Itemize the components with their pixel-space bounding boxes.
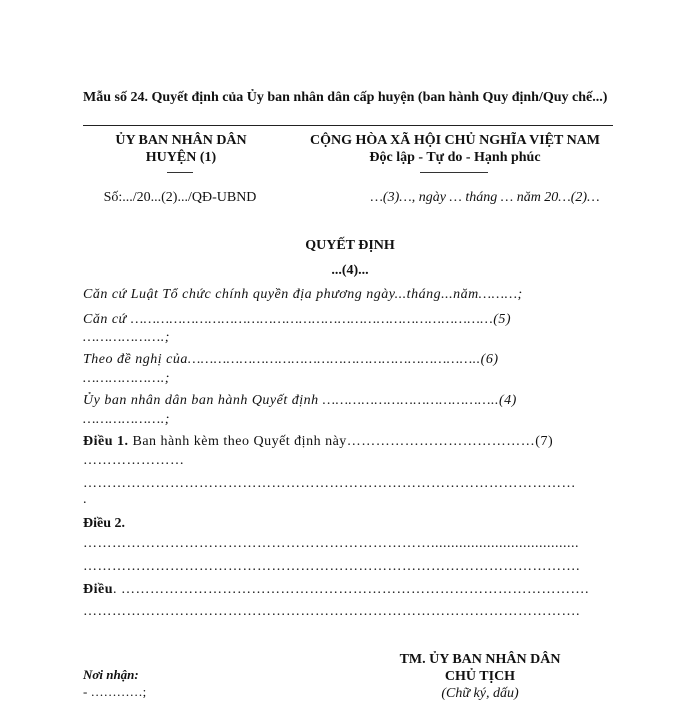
article-2-label: Điều 2. — [83, 516, 125, 531]
signature-org: TM. ỦY BAN NHÂN DÂN — [399, 652, 561, 667]
basis-line: Căn cứ …………………………………………………………………………(5) — [83, 312, 512, 327]
form-title: Mẫu số 24. Quyết định của Ủy ban nhân dân cấp huyện (ban hành Quy định/Quy chế...) — [83, 90, 608, 105]
decision-subtitle: ...(4)... — [331, 263, 369, 278]
article-1-line: . — [83, 492, 87, 507]
document-number: Số:.../20...(2).../QĐ-UBND — [103, 190, 257, 205]
article-3 — [83, 582, 589, 598]
article-1-line: ………………… — [83, 453, 185, 468]
header-rule — [83, 125, 613, 126]
article-2-line: …………………………………………………………………………………………. — [83, 559, 580, 574]
signature-note: (Chữ ký, dấu) — [441, 686, 519, 701]
basis-line-continued: ……………….; — [83, 371, 170, 386]
basis-line: Ủy ban nhân dân ban hành Quyết định …………………………………..(4) — [83, 393, 517, 408]
agency-underline — [167, 172, 193, 173]
basis-line: Theo đề nghị của…………………………………………………………..(6) — [83, 352, 499, 367]
basis-line: Căn cứ Luật Tổ chức chính quyền địa phương ngày...tháng...năm………; — [83, 287, 523, 302]
article-3-text: . ……………………………………………………………………………………. — [113, 582, 589, 597]
basis-line-continued: ……………….; — [83, 412, 170, 427]
place-date: …(3)…, ngày … tháng … năm 20…(2)… — [370, 190, 600, 205]
article-1-line: ………………………………………………………………………………………… — [83, 476, 576, 491]
agency-name-line2: HUYỆN (1) — [145, 150, 217, 165]
national-motto: Độc lập - Tự do - Hạnh phúc — [369, 150, 541, 165]
article-1 — [83, 434, 553, 450]
basis-line-continued: ……………….; — [83, 330, 170, 345]
recipients-label: Nơi nhận: — [83, 667, 139, 682]
national-title: CỘNG HÒA XÃ HỘI CHỦ NGHĨA VIỆT NAM — [309, 133, 600, 148]
article-2-line: ………………………………………………………………..................................... — [83, 536, 579, 551]
motto-underline — [420, 172, 488, 173]
article-1-label: Điều 1. — [83, 434, 129, 449]
agency-name-line1: ỦY BAN NHÂN DÂN — [115, 133, 247, 148]
decision-title: QUYẾT ĐỊNH — [305, 238, 395, 253]
article-3-line: …………………………………………………………………………………………. — [83, 604, 580, 619]
article-3-label: Điều — [83, 582, 113, 597]
recipient-item: - …………; — [83, 684, 147, 699]
signature-title: CHỦ TỊCH — [444, 669, 516, 684]
article-1-text: Ban hành kèm theo Quyết định này…………………………………(7) — [128, 434, 554, 449]
